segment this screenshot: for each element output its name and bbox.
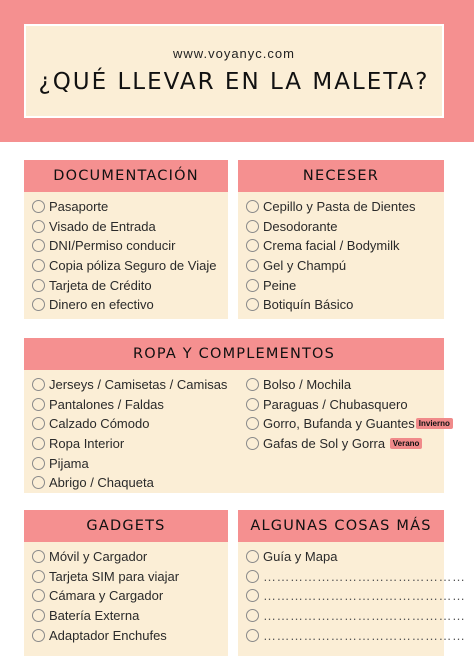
checklist-item[interactable]: Gafas de Sol y Gorra Verano [246,434,444,454]
ropa-left-column [24,370,234,493]
ropa-right-column [238,370,450,454]
header-box [24,24,444,118]
checkbox-circle-icon[interactable] [246,279,259,292]
otras-list [238,542,466,645]
checklist-item[interactable]: Tarjeta SIM para viajar [32,567,228,587]
checklist-item-blank[interactable]: ……………………………………… [246,586,444,606]
card-documentacion [24,160,228,319]
documentacion-list [24,192,228,315]
checklist-item[interactable]: Copia póliza Seguro de Viaje [32,256,228,276]
checklist-item[interactable]: Gorro, Bufanda y Guantes Invierno [246,414,444,434]
card-otras [238,510,466,656]
checklist-item[interactable]: Cámara y Cargador [32,586,228,606]
checklist-item[interactable]: Desodorante [246,217,444,237]
checkbox-circle-icon[interactable] [32,417,45,430]
checkbox-circle-icon[interactable] [32,398,45,411]
checklist-item[interactable]: Batería Externa [32,606,228,626]
checkbox-circle-icon[interactable] [32,570,45,583]
checklist-item[interactable]: Pasaporte [32,197,228,217]
checklist-item[interactable]: Crema facial / Bodymilk [246,236,444,256]
checkbox-circle-icon[interactable] [246,550,259,563]
checklist-item[interactable]: Botiquín Básico [246,295,444,315]
invierno-tag: Invierno [416,418,453,429]
checkbox-circle-icon[interactable] [246,239,259,252]
checklist-item[interactable]: Tarjeta de Crédito [32,276,228,296]
checkbox-circle-icon[interactable] [32,629,45,642]
checkbox-circle-icon[interactable] [246,417,259,430]
checkbox-circle-icon[interactable] [246,259,259,272]
checkbox-circle-icon[interactable] [246,437,259,450]
checkbox-circle-icon[interactable] [32,476,45,489]
ropa-right-list [238,370,450,454]
checklist-item[interactable]: Bolso / Mochila [246,375,444,395]
checkbox-circle-icon[interactable] [32,609,45,622]
card-gadgets-title: GADGETS [24,510,228,542]
checklist-item[interactable]: Pantalones / Faldas [32,395,234,415]
site-url[interactable]: www.voyanyc.com [173,46,295,61]
checklist-item[interactable]: Dinero en efectivo [32,295,228,315]
checkbox-circle-icon[interactable] [32,550,45,563]
checkbox-circle-icon[interactable] [246,629,259,642]
checklist-item-blank[interactable]: ……………………………………… [246,606,444,626]
checkbox-circle-icon[interactable] [246,570,259,583]
checkbox-circle-icon[interactable] [32,259,45,272]
checkbox-circle-icon[interactable] [246,200,259,213]
checkbox-circle-icon[interactable] [246,398,259,411]
checklist-item[interactable]: DNI/Permiso conducir [32,236,228,256]
neceser-list [238,192,444,315]
card-otras-title: ALGUNAS COSAS MÁS [238,510,444,542]
checklist-item-blank[interactable]: ……………………………………… [246,626,444,646]
checkbox-circle-icon[interactable] [32,220,45,233]
checklist-item[interactable]: Guía y Mapa [246,547,444,567]
checkbox-circle-icon[interactable] [32,298,45,311]
checkbox-circle-icon[interactable] [246,298,259,311]
checkbox-circle-icon[interactable] [246,609,259,622]
gadgets-list [24,542,228,645]
card-gadgets [24,510,228,656]
checklist-item[interactable]: Visado de Entrada [32,217,228,237]
card-neceser-title: NECESER [238,160,444,192]
checkbox-circle-icon[interactable] [246,220,259,233]
checklist-item[interactable]: Gel y Champú [246,256,444,276]
checklist-item-blank[interactable]: ……………………………………… [246,567,444,587]
checkbox-circle-icon[interactable] [32,457,45,470]
checklist-item[interactable]: Adaptador Enchufes [32,626,228,646]
card-neceser [238,160,444,319]
verano-tag: Verano [390,438,423,449]
checkbox-circle-icon[interactable] [32,589,45,602]
checklist-item[interactable]: Ropa Interior [32,434,234,454]
checklist-item[interactable]: Abrigo / Chaqueta [32,473,234,493]
checklist-item[interactable]: Móvil y Cargador [32,547,228,567]
checkbox-circle-icon[interactable] [246,589,259,602]
checkbox-circle-icon[interactable] [32,378,45,391]
card-ropa-title: ROPA Y COMPLEMENTOS [24,338,444,370]
card-documentacion-title: DOCUMENTACIÓN [24,160,228,192]
checklist-item[interactable]: Pijama [32,454,234,474]
checklist-item[interactable]: Calzado Cómodo [32,414,234,434]
page-title: ¿QUÉ LLEVAR EN LA MALETA? [38,69,430,95]
checkbox-circle-icon[interactable] [32,279,45,292]
checkbox-circle-icon[interactable] [246,378,259,391]
header-band [0,0,474,142]
checkbox-circle-icon[interactable] [32,437,45,450]
checkbox-circle-icon[interactable] [32,200,45,213]
card-ropa [24,338,450,493]
checkbox-circle-icon[interactable] [32,239,45,252]
checklist-item[interactable]: Jerseys / Camisetas / Camisas [32,375,234,395]
checklist-item[interactable]: Paraguas / Chubasquero [246,395,444,415]
checklist-item[interactable]: Peine [246,276,444,296]
checklist-item[interactable]: Cepillo y Pasta de Dientes [246,197,444,217]
ropa-left-list [24,370,234,493]
